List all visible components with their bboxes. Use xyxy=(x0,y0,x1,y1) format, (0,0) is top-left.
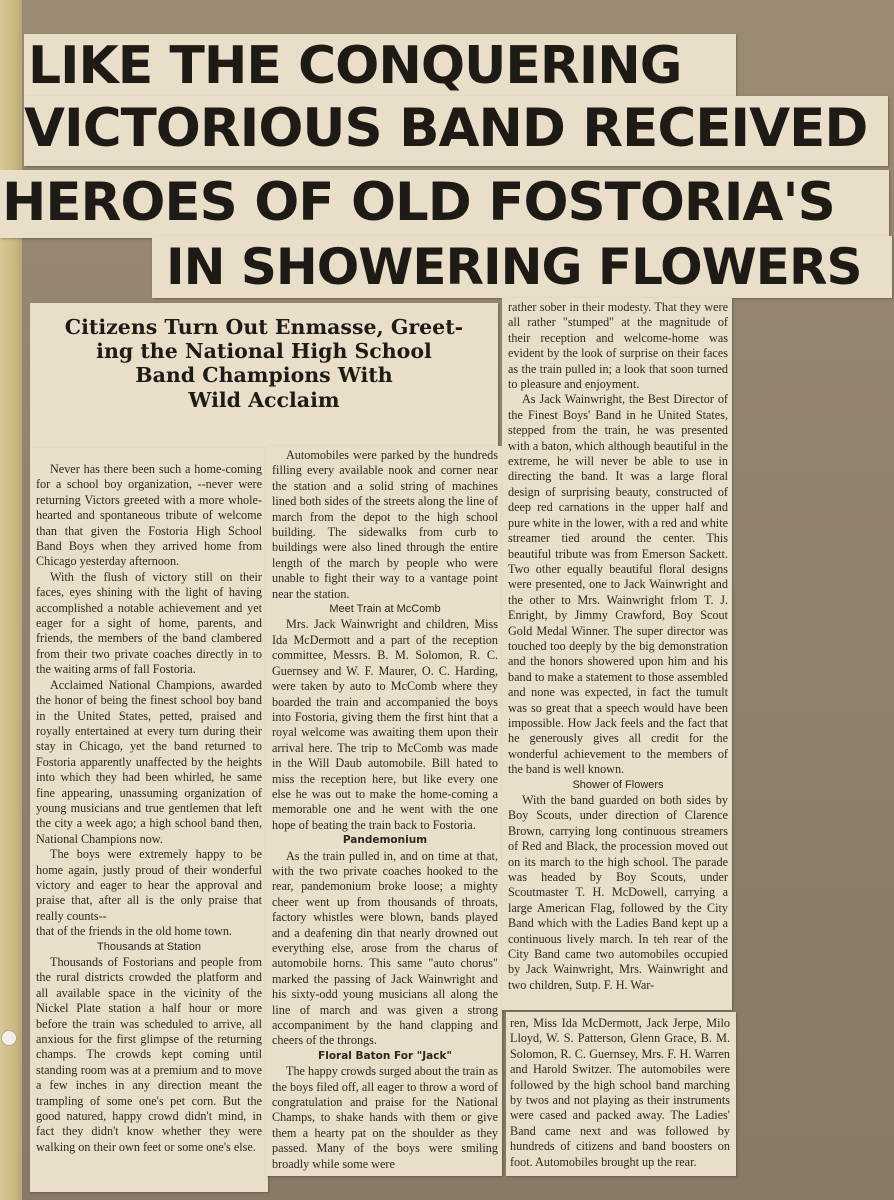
col3-paragraph: rather sober in their modesty. That they were all rather "stumped" at the magnitude of their reception and welcome-home was evident by the look of surprise on their faces as the train pulled in; a look that soon turned to pleasure and enjoyment. xyxy=(508,300,728,392)
headline-line-4: IN SHOWERING FLOWERS xyxy=(166,238,862,296)
deck-clipping xyxy=(30,303,498,448)
col2-subhead: Pandemonium xyxy=(342,834,428,847)
column-3 xyxy=(508,300,728,993)
deck-line-4: Wild Acclaim xyxy=(188,387,340,412)
column-1 xyxy=(36,462,262,1155)
column-1-clipping xyxy=(30,448,268,1192)
col2-paragraph: As the train pulled in, and on time at that, with the two private coaches hooked to the rear, pandemonium broke loose; a mighty cheer went up from thousands of throats, factory whistles were blown, bands played and a deafening din that nearly drowned out everything else, arose from the charus of automobile horns. This same "auto chorus" marked the passing of Jack Wainwright and his sixty-odd young musicians all along the line of march and was given a strong accompaniment by the hand clapping and cheers of the throngs. xyxy=(272,848,498,1048)
col1-paragraph: Acclaimed National Champions, awarded the honor of being the finest school boy band in the United States, petted, praised and royally entertained at every turn during their stay in Chicago, yet the band returned to Fostoria apparently unaffected by the heights into which they had been whirled, he same fine appearing, unassuming organization of young musicians and true gentlemen that left the city a week ago; a high school band then, National Champions now. xyxy=(36,677,262,846)
col1-paragraph: Thousands of Fostorians and people from the rural districts crowded the platform and all available space in the vicinity of the Nickel Plate station a half hour or more before the train was scheduled to arrive, all anxious for the first glimpse of the returning champs. The crowds kept coming until standing room was at a premium and to move a few inches in any direction meant the trampling of some one's pet corn. But the good natured, happy crowd didn't mind, in fact they didn't know whether they were walking on their own feet or some one's else. xyxy=(36,955,262,1154)
deck-line-1: Citizens Turn Out Enmasse, Greet- xyxy=(64,315,464,339)
col2-paragraph: Mrs. Jack Wainwright and children, Miss Ida McDermott and a part of the reception committee, Messrs. B. M. Solomon, R. C. Guernsey and W. F. Maurer, O. C. Harding, were taken by auto to McComb where they boarded the train and accompanied the boys into Fostoria, giving them the first hint that a royal welcome was awaiting them upon their arrival here. The trip to McComb was made in the Will Daub automobile. Bill hated to miss the reception here, but like every one else he was out to make the home-coming a memorable one and he went with the one hope of beating the train back to Fostoria. xyxy=(272,617,498,832)
column-3-clipping xyxy=(502,298,732,1010)
headline-line-3: HEROES OF OLD FOSTORIA'S xyxy=(2,172,835,233)
col2-subhead: Floral Baton For "Jack" xyxy=(318,1049,452,1062)
headline-strip-1 xyxy=(24,34,736,96)
deck-line-2: ing the National High School xyxy=(96,339,432,364)
col2-paragraph: Automobiles were parked by the hundreds filling every available nook and corner near the station and a solid string of machines lined both sides of the streets along the line of march from the depot to the high school building. The sidewalks from curb to buildings were also lined through the entire length of the march by people who were unable to fight their way to a vantage point near the station. xyxy=(272,448,498,601)
headline-strip-3 xyxy=(0,170,889,238)
col1-paragraph: Never has there been such a home-coming for a school boy organization, --never were returning Victors greeted with a more whole-hearted and spontaneous tribute of welcome than that given the Fostoria High School Band Boys when they arrived home from Chicago yesterday afternoon. xyxy=(36,462,262,569)
col2-paragraph: The happy crowds surged about the train as the boys filed off, all eager to throw a word of congratulation and praise for the National Champs, to shake hands with them or give them a hearty pat on the shoulder as they passed. Many of the boys were smiling broadly while some were xyxy=(272,1064,498,1171)
col1-paragraph: The boys were extremely happy to be home again, justly proud of their wonderful victory and eager to hear the approval and praise that, after all is the only praise that really counts-- xyxy=(36,847,262,923)
col3-subhead: Shower of Flowers xyxy=(572,778,664,791)
col1-paragraph: With the flush of victory still on their faces, eyes shining with the light of having accomplished a notable achievement and yet eager for a sight of home, parents, and friends, the members of the band clambered from their two private coaches directly in to the waiting arms of fall Fostoria. xyxy=(36,569,262,677)
col1-subhead: Thousands at Station xyxy=(97,940,201,953)
column-3-continuation-clipping xyxy=(506,1012,736,1176)
column-2-clipping xyxy=(266,446,502,1176)
subheadline-deck xyxy=(30,315,498,412)
col3-paragraph: As Jack Wainwright, the Best Director of the Finest Boys' Band in he United States, stepped from the train, he was presented with a baton, which although beautiful in the extreme, he will never be able to use in directing the band. It was a large floral design of surprising beauty, constructed of deep red carnations in the upper half and pure white in the lower, with a red and white streamer tied around the center. This beautiful tribute was from Emerson Sackett. Two other equally beautiful floral designs were presented, one to Jack Wainwright and the other to Mrs. Wainwright frlom T. J. Enright, by Jimmy Crawford, Boy Scout Gold Medal Winner. The super director was touched too deeply by the big demonstration and the honors showered upon him and his band to make a statement to those assembled and none was expected, in fact the tumult was so great that a speech would have been impossible. How Jack feels and the fact that he generously gives all credit for the wonderful achievement to the members of the band is well known. xyxy=(508,392,728,777)
headline-line-1: LIKE THE CONQUERING xyxy=(28,36,682,96)
col3-paragraph: ren, Miss Ida McDermott, Jack Jerpe, Milo Lloyd, W. S. Patterson, Glenn Grace, B. M. Solomon, R. C. Guernsey, Mrs. F. H. Warren and Harold Switzer. The automobiles were followed by the high school band marching by twos and not playing as their instruments were cased and packed away. The Ladies' Band came next and was followed by hundreds of citizens and band boosters on foot. Automobiles brought up the rear. xyxy=(510,1016,730,1169)
headline-line-2: VICTORIOUS BAND RECEIVED xyxy=(24,98,868,159)
col3-paragraph: With the band guarded on both sides by Boy Scouts, under direction of Clarence Brown, carrying long continuous streamers of Red and Black, the procession moved out on its march to the high school. The parade was headed by Boy Scouts, under Scoutmaster T. H. McDowell, carrying a large American Flag, followed by the City Band which with the Ladies Band kept up a continuous lively march. In teh rear of the City Band came two automobiles occupied by Jack Wainwright, Mrs. Wainwright and two children, Sutp. F. H. War- xyxy=(508,793,728,992)
deck-line-3: Band Champions With xyxy=(135,363,393,388)
column-2 xyxy=(272,448,498,1172)
binder-hole xyxy=(1,1030,17,1046)
column-3-continuation xyxy=(510,1016,730,1170)
headline-strip-2 xyxy=(24,96,888,166)
col1-paragraph: that of the friends in the old home town. xyxy=(36,924,232,939)
headline-strip-4 xyxy=(152,236,892,298)
col2-subhead: Meet Train at McComb xyxy=(329,603,441,616)
